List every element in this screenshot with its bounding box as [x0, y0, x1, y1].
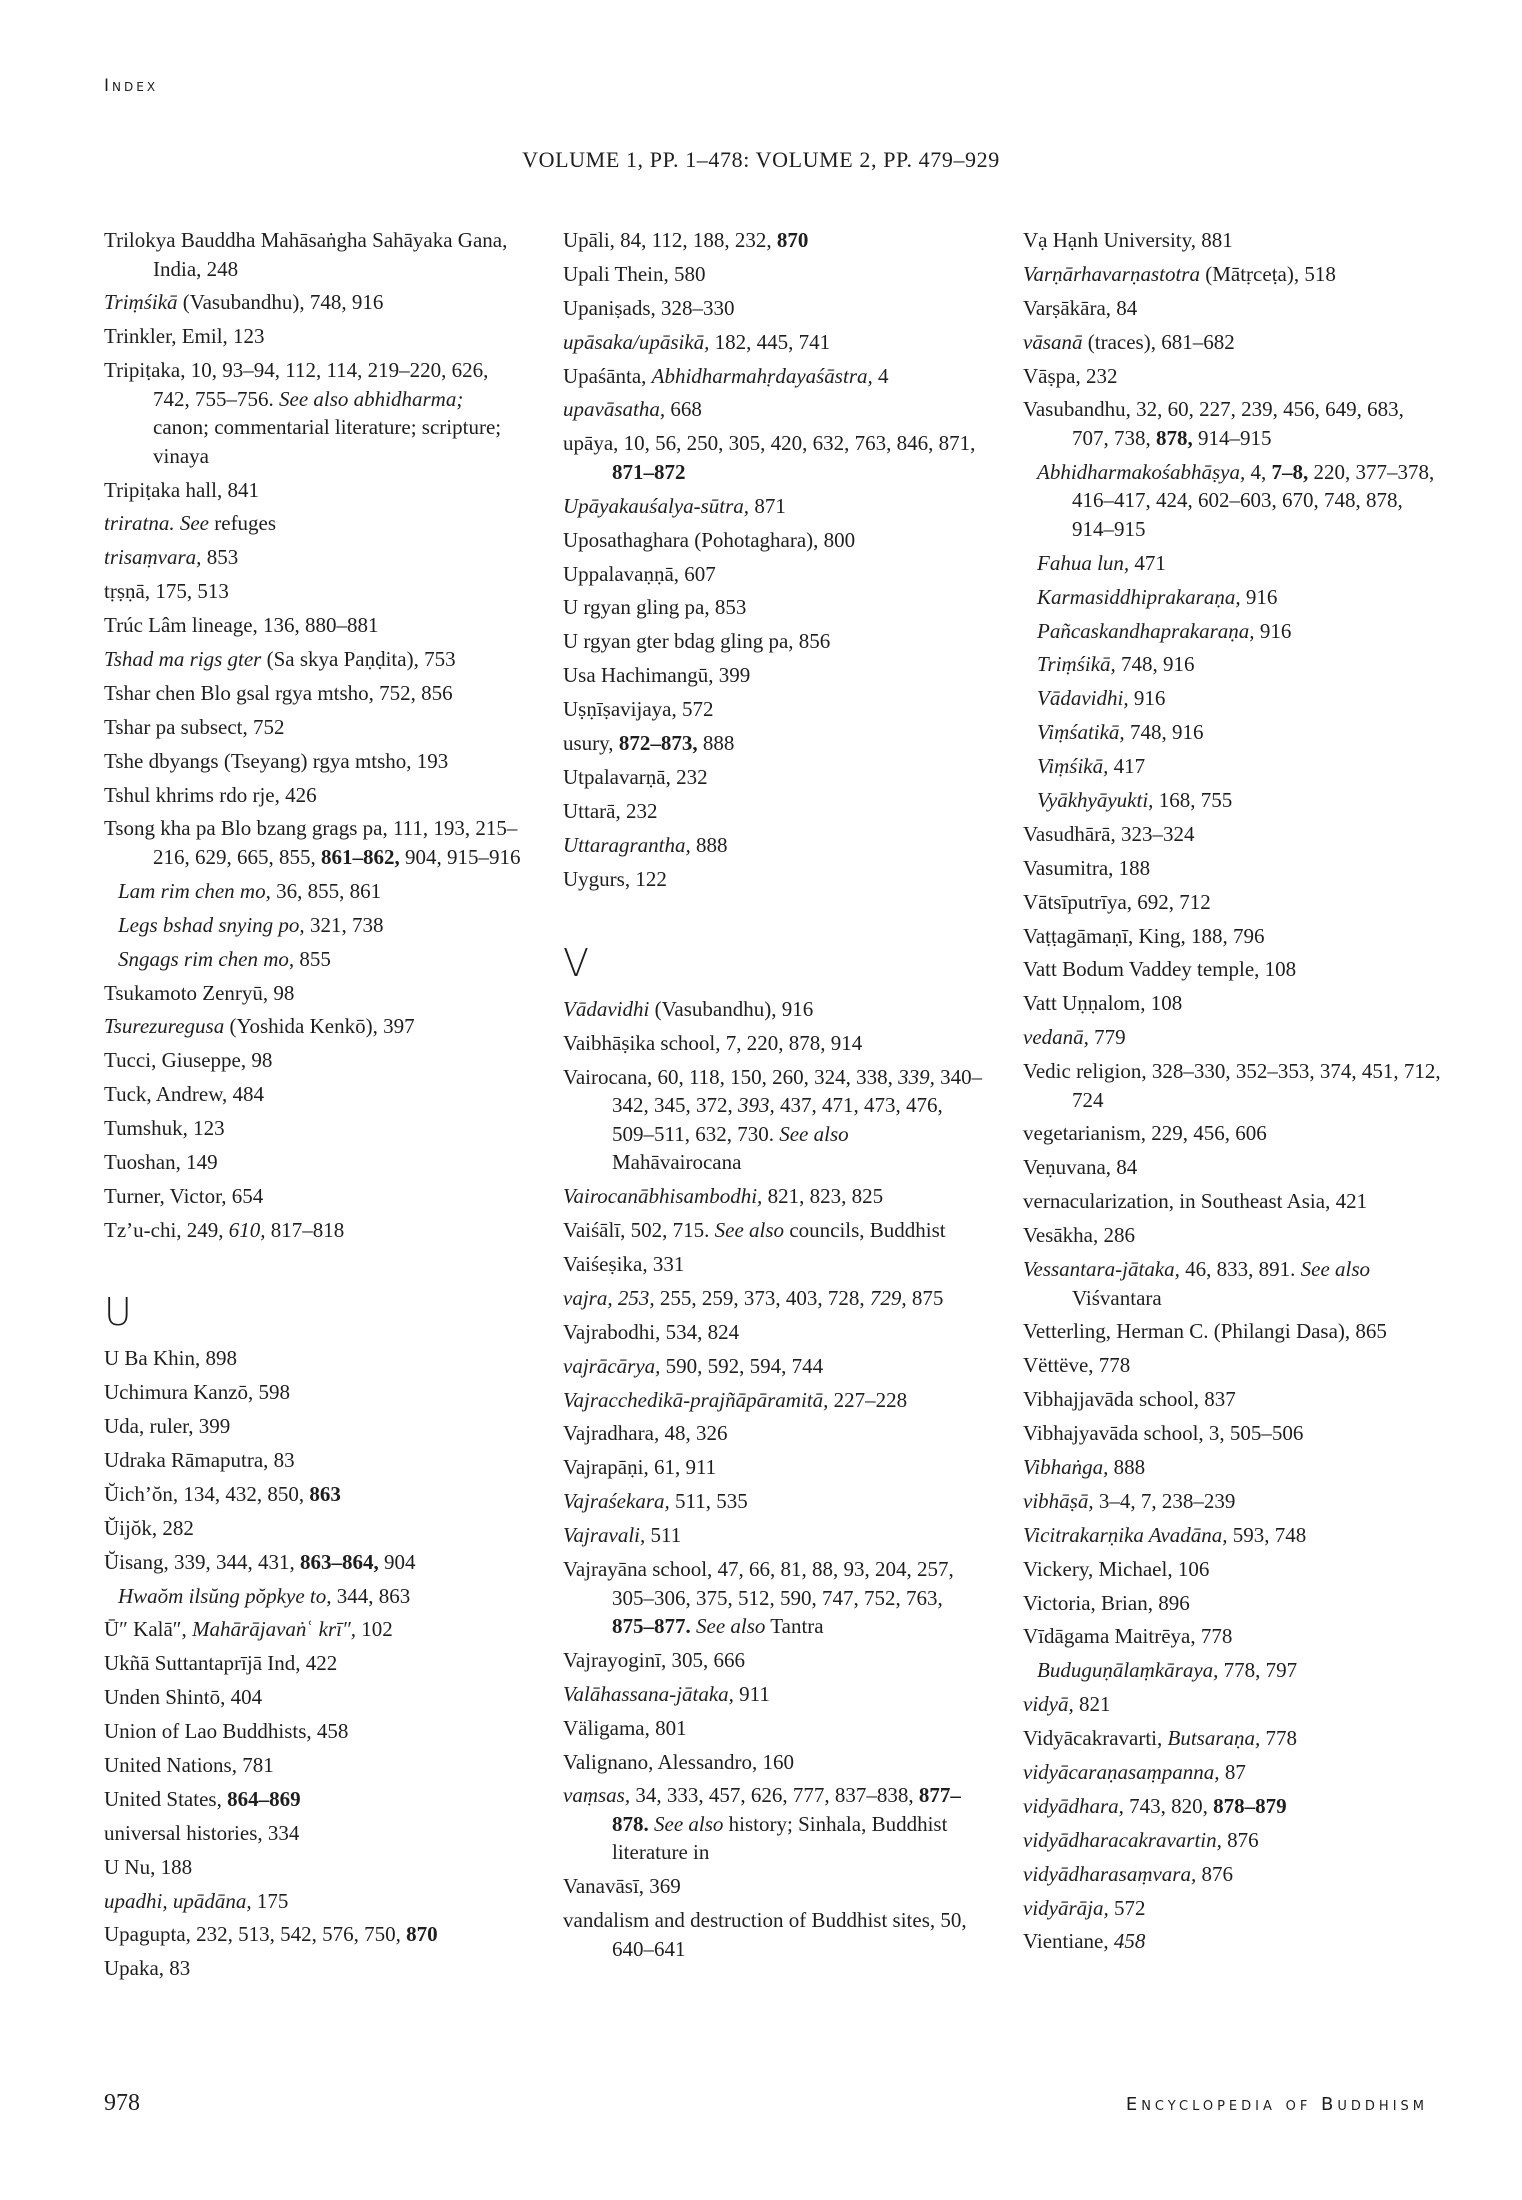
index-entry: Union of Lao Buddhists, 458	[104, 1719, 349, 1744]
index-entry: Vajrayoginī, 305, 666	[563, 1647, 745, 1672]
index-entry: U Nu, 188	[104, 1854, 193, 1879]
index-entry: Utpalavarṇā, 232	[563, 764, 708, 789]
index-entry: Tsurezuregusa (Yoshida Kenkō), 397	[104, 1014, 415, 1039]
index-subentry: Abhidharmakośabhāṣya, 4, 7–8, 220, 377–378, 416–417, 424, 602–603, 670, 748, 878, 914–915	[1037, 459, 1435, 541]
index-entry: Tz’u-chi, 249, 610, 817–818	[104, 1217, 345, 1242]
index-entry: trisaṃvara, 853	[104, 545, 239, 570]
index-entry: Ŭijŏk, 282	[104, 1515, 194, 1540]
index-entry: triratna. See refuges	[104, 511, 277, 536]
index-subentry: Hwaŏm ilsŭng pŏpkye to, 344, 863	[118, 1583, 411, 1608]
index-entry: Varṇārhavarṇastotra (Mātṛceṭa), 518	[1023, 261, 1336, 286]
index-entry: vibhāṣā, 3–4, 7, 238–239	[1023, 1488, 1236, 1513]
index-entry: Vasubandhu, 32, 60, 227, 239, 456, 649, 683, 707, 738, 878, 914–915	[1023, 397, 1404, 450]
index-entry: Vajraśekara, 511, 535	[563, 1489, 748, 1514]
index-entry: Upali Thein, 580	[563, 261, 706, 286]
index-entry: Trúc Lâm lineage, 136, 880–881	[104, 613, 379, 638]
index-entry: vajra, 253, 255, 259, 373, 403, 728, 729, 875	[563, 1285, 944, 1310]
index-entry: U rgyan gling pa, 853	[563, 595, 747, 620]
index-entry: vegetarianism, 229, 456, 606	[1023, 1121, 1267, 1146]
index-entry: Tsong kha pa Blo bzang grags pa, 111, 193, 215–216, 629, 665, 855, 861–862, 904, 915–916	[104, 816, 521, 869]
index-entry: Turner, Victor, 654	[104, 1183, 264, 1208]
index-entry: Ŭich’ŏn, 134, 432, 850, 863	[104, 1481, 341, 1506]
index-entry: Vạ Hạnh University, 881	[1023, 228, 1233, 252]
index-entry: Vasumitra, 188	[1023, 855, 1151, 880]
index-entry: Ŭisang, 339, 344, 431, 863–864, 904	[104, 1549, 416, 1574]
index-entry: Vëttëve, 778	[1023, 1353, 1131, 1378]
index-entry: United States, 864–869	[104, 1786, 301, 1811]
index-entry: Uposathaghara (Pohotaghara), 800	[563, 527, 856, 552]
index-entry: Vickery, Michael, 106	[1023, 1556, 1210, 1581]
index-entry: Vajravali, 511	[563, 1523, 682, 1548]
index-entry: Vajrabodhi, 534, 824	[563, 1319, 740, 1344]
index-entry: Upāli, 84, 112, 188, 232, 870	[563, 228, 809, 252]
book-title: Encyclopedia of Buddhism	[1125, 2094, 1428, 2115]
index-subentry: Lam rim chen mo, 36, 855, 861	[118, 878, 382, 903]
volume-page-range: VOLUME 1, PP. 1–478: VOLUME 2, PP. 479–929	[522, 147, 1000, 172]
index-entry: Vajradhara, 48, 326	[563, 1421, 728, 1446]
index-subentry: Legs bshad snying po, 321, 738	[118, 912, 384, 937]
index-entry: Vatt Bodum Vaddey temple, 108	[1023, 957, 1297, 982]
index-entry: Valignano, Alessandro, 160	[563, 1749, 794, 1774]
index-entry: Tshul khrims rdo rje, 426	[104, 782, 317, 807]
index-entry: Vaibhāṣika school, 7, 220, 878, 914	[563, 1030, 863, 1055]
index-entry: Vibhajjavāda school, 837	[1023, 1387, 1236, 1412]
index-entry: Upāyakauśalya-sūtra, 871	[563, 493, 786, 518]
index-entry: Väligama, 801	[563, 1715, 687, 1740]
index-entry: Vīdāgama Maitrēya, 778	[1023, 1624, 1233, 1649]
index-entry: Vādavidhi (Vasubandhu), 916	[563, 997, 814, 1022]
index-entry: Tshe dbyangs (Tseyang) rgya mtsho, 193	[104, 748, 449, 773]
index-subentry: Pañcaskandhaprakaraṇa, 916	[1037, 618, 1292, 643]
index-entry: Tshad ma rigs gter (Sa skya Paṇḍita), 753	[104, 647, 456, 672]
index-entry: Upaśānta, Abhidharmahṛdayaśāstra, 4	[563, 363, 889, 388]
index-entry: vandalism and destruction of Buddhist sites, 50, 640–641	[563, 1908, 967, 1961]
index-entry: Vātsīputrīya, 692, 712	[1023, 889, 1211, 914]
index-entry: upadhi, upādāna, 175	[104, 1888, 289, 1913]
index-entry: Vidyācakravarti, Butsaraṇa, 778	[1023, 1726, 1298, 1751]
index-entry: Trilokya Bauddha Mahāsaṅgha Sahāyaka Gana, India, 248	[104, 228, 508, 281]
index-entry: Uttarā, 232	[563, 798, 658, 823]
index-entry: Uda, ruler, 399	[104, 1414, 231, 1439]
index-entry: Vientiane, 458	[1023, 1929, 1146, 1954]
index-entry: Triṃśikā (Vasubandhu), 748, 916	[104, 290, 384, 315]
index-entry: universal histories, 334	[104, 1820, 300, 1845]
index-entry: Vaiśeṣika, 331	[563, 1251, 685, 1276]
index-entry: vidyā, 821	[1023, 1692, 1111, 1717]
index-entry: Vaṭṭagāmaṇī, King, 188, 796	[1023, 923, 1265, 948]
index-entry: Upaka, 83	[104, 1956, 191, 1981]
index-entry: vidyārāja, 572	[1023, 1895, 1146, 1920]
index-entry: Uppalavaṇṇā, 607	[563, 561, 716, 586]
index-entry: Vanavāsī, 369	[563, 1874, 681, 1899]
index-entry: Uchimura Kanzō, 598	[104, 1380, 291, 1405]
index-column-2	[563, 226, 983, 1969]
index-subentry: Buduguṇālaṃkāraya, 778, 797	[1037, 1658, 1298, 1683]
index-subentry: Sngags rim chen mo, 855	[118, 946, 331, 971]
index-entry: Varṣākāra, 84	[1023, 295, 1138, 320]
index-entry: vedanā, 779	[1023, 1025, 1126, 1050]
index-entry: Vibhaṅga, 888	[1023, 1455, 1146, 1479]
index-entry: Vicitrakarṇika Avadāna, 593, 748	[1023, 1522, 1307, 1547]
index-entry: Vesākha, 286	[1023, 1223, 1135, 1248]
index-entry: Vibhajyavāda school, 3, 505–506	[1023, 1421, 1304, 1446]
running-head: Index	[104, 76, 159, 96]
index-entry: vidyādharasaṃvara, 876	[1023, 1861, 1233, 1886]
index-entry: vidyācaraṇasaṃpanna, 87	[1023, 1760, 1246, 1785]
index-subentry: Karmasiddhiprakaraṇa, 916	[1037, 584, 1278, 609]
index-entry: Vetterling, Herman C. (Philangi Dasa), 865	[1023, 1319, 1387, 1344]
index-entry: Trinkler, Emil, 123	[104, 324, 265, 349]
index-entry: Vajracchedikā-prajñāpāramitā, 227–228	[563, 1387, 908, 1412]
index-entry: Tuck, Andrew, 484	[104, 1082, 265, 1107]
index-entry: vāsanā (traces), 681–682	[1023, 329, 1235, 354]
index-entry: Upaniṣads, 328–330	[563, 295, 735, 320]
index-subentry: Triṃśikā, 748, 916	[1037, 652, 1195, 677]
page-number: 978	[104, 2090, 140, 2116]
index-entry: Vajrapāṇi, 61, 911	[563, 1455, 717, 1480]
index-entry: Victoria, Brian, 896	[1023, 1590, 1190, 1615]
index-subentry: Vādavidhi, 916	[1037, 686, 1166, 711]
index-entry: Tshar pa subsect, 752	[104, 714, 285, 739]
index-column-1	[104, 226, 524, 1988]
index-entry: Tuoshan, 149	[104, 1149, 218, 1174]
index-entry: United Nations, 781	[104, 1752, 274, 1777]
section-letter: V	[563, 941, 589, 986]
index-entry: Vedic religion, 328–330, 352–353, 374, 451, 712, 724	[1023, 1059, 1441, 1112]
index-entry: Tshar chen Blo gsal rgya mtsho, 752, 856	[104, 680, 453, 705]
index-entry: U rgyan gter bdag gling pa, 856	[563, 629, 831, 654]
index-column-3	[1023, 226, 1443, 1961]
index-entry: Udraka Rāmaputra, 83	[104, 1447, 295, 1472]
index-entry: upavāsatha, 668	[563, 397, 702, 422]
index-entry: Vāṣpa, 232	[1023, 363, 1118, 388]
index-entry: Tsukamoto Zenryū, 98	[104, 980, 295, 1005]
index-entry: vernacularization, in Southeast Asia, 421	[1023, 1189, 1368, 1214]
index-entry: Vasudhārā, 323–324	[1023, 821, 1195, 846]
index-entry: Tucci, Giuseppe, 98	[104, 1048, 273, 1073]
index-entry: Veṇuvana, 84	[1023, 1155, 1138, 1180]
index-subentry: Vyākhyāyukti, 168, 755	[1037, 787, 1233, 812]
index-entry: usury, 872–873, 888	[563, 730, 735, 755]
index-entry: Vaiśālī, 502, 715. See also councils, Buddhist	[563, 1218, 946, 1243]
section-letter: U	[104, 1290, 132, 1335]
index-entry: Vairocana, 60, 118, 150, 260, 324, 338, 339, 340–342, 345, 372, 393, 437, 471, 473, 476, 509–511, 632, 730. See also Mahāvairocana	[563, 1064, 983, 1175]
index-entry: Ukñā Suttantaprījā Ind, 422	[104, 1651, 338, 1676]
index-subentry: Viṃśatikā, 748, 916	[1037, 720, 1204, 745]
index-entry: Uygurs, 122	[563, 866, 667, 891]
index-entry: Ū″ Kalā″, Mahārājavaṅʿ krī″, 102	[104, 1617, 393, 1642]
index-entry: vajrācārya, 590, 592, 594, 744	[563, 1353, 824, 1378]
index-entry: Upagupta, 232, 513, 542, 576, 750, 870	[104, 1922, 438, 1947]
index-entry: Tripiṭaka, 10, 93–94, 112, 114, 219–220, 626, 742, 755–756. See also abhidharma; canon; commentarial literature; scripture; vinaya	[104, 358, 502, 468]
index-entry: upāsaka/upāsikā, 182, 445, 741	[563, 329, 831, 354]
index-entry: Vatt Uṇṇalom, 108	[1023, 991, 1183, 1016]
index-entry: Valāhassana-jātaka, 911	[563, 1681, 770, 1706]
index-entry: U Ba Khin, 898	[104, 1346, 237, 1371]
index-entry: Vairocanābhisambodhi, 821, 823, 825	[563, 1184, 884, 1209]
index-subentry: Viṃśikā, 417	[1037, 754, 1146, 779]
index-entry: Tumshuk, 123	[104, 1116, 225, 1141]
index-entry: upāya, 10, 56, 250, 305, 420, 632, 763, 846, 871, 871–872	[563, 431, 976, 484]
index-entry: Uttaragrantha, 888	[563, 832, 728, 857]
index-entry: Unden Shintō, 404	[104, 1685, 263, 1710]
index-entry: Uṣṇīṣavijaya, 572	[563, 697, 714, 722]
index-subentry: Fahua lun, 471	[1037, 550, 1166, 575]
index-entry: vaṃsas, 34, 333, 457, 626, 777, 837–838, 877–878. See also history; Sinhala, Buddhist literature in	[563, 1783, 961, 1865]
index-entry: Tripiṭaka hall, 841	[104, 477, 259, 502]
index-entry: Vessantara-jātaka, 46, 833, 891. See also Viśvantara	[1023, 1257, 1371, 1310]
index-entry: vidyādhara, 743, 820, 878–879	[1023, 1793, 1287, 1818]
index-entry: vidyādharacakravartin, 876	[1023, 1827, 1259, 1852]
index-entry: tṛṣṇā, 175, 513	[104, 579, 229, 604]
index-entry: Usa Hachimangū, 399	[563, 663, 751, 688]
index-entry: Vajrayāna school, 47, 66, 81, 88, 93, 204, 257, 305–306, 375, 512, 590, 747, 752, 763, 875–877. See also Tantra	[563, 1557, 954, 1638]
